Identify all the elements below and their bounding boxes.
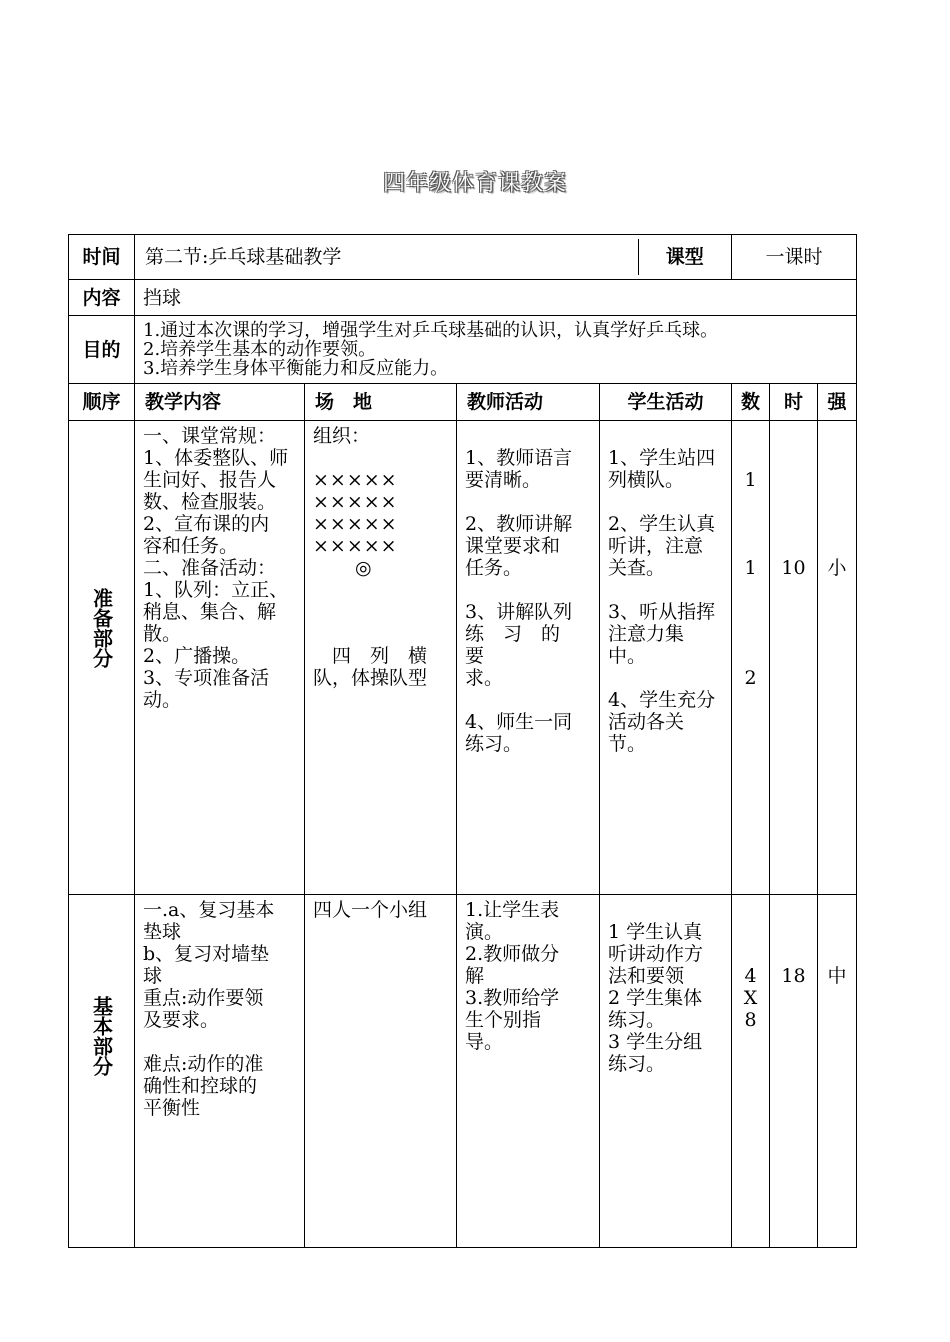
site-line: 四人一个小组	[313, 899, 428, 921]
site-cell	[305, 421, 457, 895]
col-header-student: 学生活动	[600, 384, 732, 421]
time-value-cell	[135, 235, 732, 280]
content-line: b、复习对墙垫	[143, 943, 270, 965]
student-line: 2、学生认真	[608, 513, 716, 535]
student-line: 法和要领	[608, 965, 685, 987]
student-line: 听讲，注意	[608, 535, 704, 557]
teacher-line	[465, 425, 591, 447]
content-line: 稍息、集合、解	[143, 601, 277, 623]
teacher-line	[465, 491, 591, 513]
content-line: 及要求。	[143, 1009, 220, 1031]
student-line	[608, 491, 723, 513]
content-line: 3、专项准备活	[143, 667, 270, 689]
time-value: 10	[781, 557, 806, 579]
formation-row: ×××××	[313, 535, 398, 557]
count-line: X	[743, 987, 758, 1009]
col-header-teacher: 教师活动	[457, 384, 600, 421]
content-line: 2、广播操。	[143, 645, 251, 667]
type-label: 课型	[665, 246, 704, 268]
time-value: 18	[781, 965, 806, 987]
lesson-plan-table	[68, 234, 857, 1248]
count-line: 2	[744, 667, 757, 689]
student-line: 2 学生集体	[608, 987, 703, 1009]
site-line: 队，体操队型	[313, 667, 428, 689]
teacher-line: 生个别指	[465, 1009, 542, 1031]
purpose-line-2: 2.培养学生基本的动作要领。	[143, 339, 377, 360]
teacher-line: 练习。	[465, 733, 523, 755]
teacher-line: 2、教师讲解	[465, 513, 573, 535]
teacher-line: 解	[465, 965, 485, 987]
count-cell	[732, 895, 770, 1248]
formation-row: ×××××	[313, 469, 398, 491]
section-label: 基本部分	[89, 996, 114, 1076]
section-label-cell	[69, 895, 135, 1248]
teacher-line	[465, 579, 591, 601]
content-line: 一、课堂常规：	[143, 425, 277, 447]
intensity-cell	[818, 421, 857, 895]
site-line	[313, 623, 448, 645]
count-line	[732, 943, 769, 965]
teacher-activity	[457, 895, 600, 1248]
time-cell	[770, 421, 818, 895]
student-activity	[600, 895, 732, 1248]
student-line: 列横队。	[608, 469, 685, 491]
teacher-line: 1.让学生表	[465, 899, 560, 921]
teacher-line: 课堂要求和	[465, 535, 561, 557]
student-line: 练习。	[608, 1009, 666, 1031]
intensity-value: 中	[827, 965, 847, 987]
content-line: 1、体委整队、师	[143, 447, 289, 469]
student-line: 注意力集	[608, 623, 685, 645]
student-line	[608, 899, 723, 921]
count-line	[732, 425, 769, 447]
type-value: 一课时	[732, 235, 857, 280]
content-line: 1、队列：立正、	[143, 579, 289, 601]
time-label: 时间	[69, 235, 135, 280]
content-label: 内容	[69, 280, 135, 316]
student-line	[608, 425, 723, 447]
content-line: 平衡性	[143, 1097, 201, 1119]
teaching-content	[135, 421, 305, 895]
content-line: 散。	[143, 623, 182, 645]
content-line	[143, 1031, 296, 1053]
content-line: 重点:动作要领	[143, 987, 264, 1009]
student-line: 3 学生分组	[608, 1031, 703, 1053]
content-line: 球	[143, 965, 163, 987]
purpose-line-1: 1.通过本次课的学习，增强学生对乒乓球基础的认识，认真学好乒乓球。	[143, 320, 719, 341]
site-line: 四 列 横	[313, 645, 428, 667]
student-line: 节。	[608, 733, 647, 755]
content-line: 垫球	[143, 921, 182, 943]
teacher-activity	[457, 421, 600, 895]
teacher-line: 4、师生一同	[465, 711, 573, 733]
page-title: 四年级体育课教案	[382, 171, 567, 196]
content-line: 难点:动作的准	[143, 1053, 264, 1075]
count-line: 1	[744, 557, 757, 579]
count-line: 8	[744, 1009, 757, 1031]
teacher-line: 任务。	[465, 557, 523, 579]
time-value: 第二节:乒乓球基础教学	[143, 239, 638, 275]
site-line	[313, 601, 448, 623]
site-line	[313, 579, 448, 601]
count-line	[732, 601, 769, 623]
student-line	[608, 667, 723, 689]
count-line: 1	[744, 469, 757, 491]
site-cell	[305, 895, 457, 1248]
teacher-position-icon: ◎	[355, 557, 372, 579]
purpose-row	[69, 316, 857, 384]
count-line	[732, 579, 769, 601]
teacher-line: 2.教师做分	[465, 943, 560, 965]
student-line: 练习。	[608, 1053, 666, 1075]
purpose-value	[135, 316, 857, 384]
count-line: 4	[744, 965, 757, 987]
time-row	[69, 235, 857, 280]
count-line	[732, 535, 769, 557]
count-cell	[732, 421, 770, 895]
count-line	[732, 921, 769, 943]
section-row-prep	[69, 421, 857, 895]
col-header-order: 顺序	[69, 384, 135, 421]
section-label: 准备部分	[89, 587, 114, 668]
col-header-count: 数	[732, 384, 770, 421]
teaching-content	[135, 895, 305, 1248]
col-header-site: 场 地	[305, 384, 457, 421]
content-line: 数、检查服装。	[143, 491, 277, 513]
teacher-line: 导。	[465, 1031, 504, 1053]
content-line: 一.a、复习基本	[143, 899, 275, 921]
teacher-line: 3、讲解队列	[465, 601, 573, 623]
student-line: 听讲动作方	[608, 943, 704, 965]
content-value: 挡球	[135, 280, 857, 316]
formation-row: ×××××	[313, 491, 398, 513]
teacher-line: 要清晰。	[465, 469, 542, 491]
count-line	[732, 899, 769, 921]
teacher-line: 3.教师给学	[465, 987, 560, 1009]
student-line: 4、学生充分	[608, 689, 716, 711]
content-row	[69, 280, 857, 316]
purpose-label: 目的	[69, 316, 135, 384]
teacher-line: 1、教师语言	[465, 447, 573, 469]
time-cell	[770, 895, 818, 1248]
column-header-row	[69, 384, 857, 421]
section-row-basic	[69, 895, 857, 1248]
student-line: 活动各关	[608, 711, 685, 733]
section-label-cell	[69, 421, 135, 895]
content-line: 2、宣布课的内	[143, 513, 270, 535]
student-line: 关查。	[608, 557, 666, 579]
purpose-line-3: 3.培养学生身体平衡能力和反应能力。	[143, 358, 449, 379]
student-line: 1 学生认真	[608, 921, 703, 943]
count-line	[732, 645, 769, 667]
formation-row: ×××××	[313, 513, 398, 535]
teacher-line: 练 习 的 要	[465, 623, 580, 667]
teacher-line: 求。	[465, 667, 504, 689]
col-header-intensity: 强	[818, 384, 857, 421]
content-line: 确性和控球的	[143, 1075, 258, 1097]
intensity-value: 小	[827, 557, 847, 579]
student-line: 中。	[608, 645, 647, 667]
student-line	[608, 579, 723, 601]
count-line	[732, 623, 769, 645]
col-header-time: 时	[770, 384, 818, 421]
count-line	[732, 513, 769, 535]
count-line	[732, 447, 769, 469]
site-line: 组织：	[313, 425, 371, 447]
time-subtable	[143, 239, 731, 275]
teacher-line	[465, 689, 591, 711]
site-line	[313, 447, 448, 469]
content-line: 容和任务。	[143, 535, 239, 557]
student-activity	[600, 421, 732, 895]
teacher-line: 演。	[465, 921, 504, 943]
content-line: 二、准备活动：	[143, 557, 277, 579]
count-line	[732, 491, 769, 513]
col-header-content: 教学内容	[135, 384, 305, 421]
student-line: 1、学生站四	[608, 447, 716, 469]
intensity-cell	[818, 895, 857, 1248]
content-line: 生问好、报告人	[143, 469, 277, 491]
content-line: 动。	[143, 689, 182, 711]
student-line: 3、听从指挥	[608, 601, 716, 623]
